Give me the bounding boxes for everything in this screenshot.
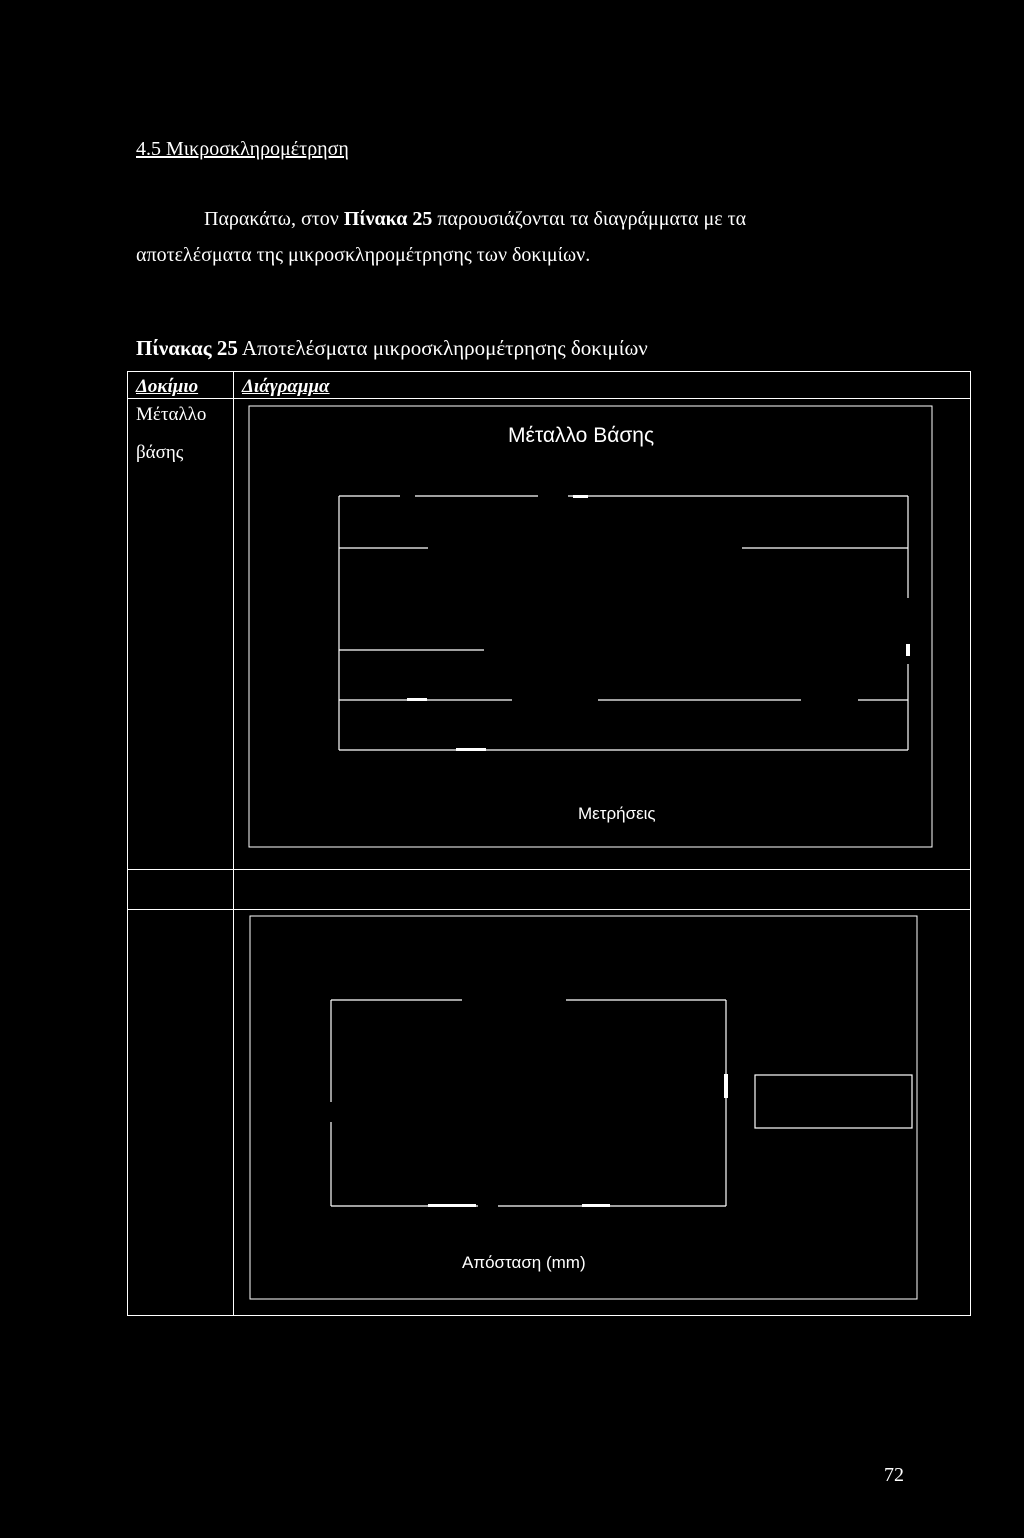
caption-label: Πίνακας 25 [136, 336, 238, 360]
header-diagram: Διάγραμμα [242, 376, 330, 397]
header-specimen: Δοκίμιο [136, 376, 199, 397]
chart-base-metal-title: Μέταλλο Βάσης [508, 424, 655, 447]
caption-text: Αποτελέσματα μικροσκληρομέτρησης δοκιμίων [237, 336, 648, 360]
paragraph-table-ref: Πίνακα 25 [343, 208, 433, 230]
chart-distance-xlabel: Απόσταση (mm) [462, 1253, 586, 1272]
paragraph-line-1-post: παρουσιάζονται τα διαγράμματα με τα [432, 208, 747, 230]
page-number: 72 [884, 1464, 904, 1486]
chart-base-metal-xlabel: Μετρήσεις [578, 804, 656, 823]
paragraph-line-1-pre: Παρακάτω, στον [204, 208, 344, 230]
specimen-name-line-1: Μέταλλο [136, 404, 207, 425]
specimen-name-line-2: βάσης [136, 442, 184, 463]
paragraph-line-2: αποτελέσματα της μικροσκληρομέτρησης των δοκιμίων. [136, 244, 591, 266]
section-heading: 4.5 Μικροσκληρομέτρηση [136, 138, 349, 160]
